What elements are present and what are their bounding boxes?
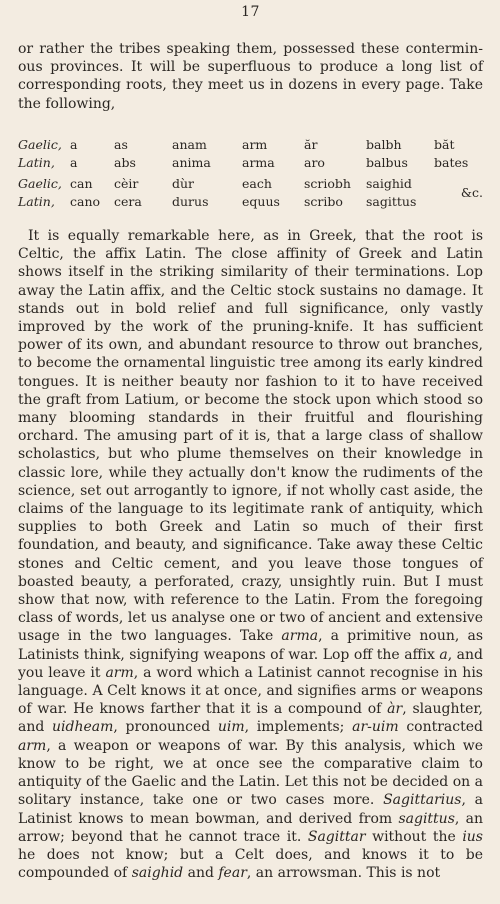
- text-run: , a primitive noun, as Latinists think, signifying weapons of war. Lop off the affix: [18, 628, 483, 663]
- word-cell: equus: [242, 193, 280, 209]
- intro-line: corresponding roots, they meet us in dozens in every page.: [18, 77, 450, 94]
- italic-term: ar-uim: [352, 719, 399, 736]
- word-cell: cera: [114, 193, 142, 209]
- word-cell: arm: [242, 137, 268, 152]
- word-comparison-table: [18, 136, 483, 227]
- word-cell: anima: [172, 154, 211, 170]
- italic-term: arm: [18, 737, 47, 754]
- text-run: It is equally remarkable here, as in Greek, that the root is Celtic, the affix Latin. The close affinity of Greek and Latin shows itself in the striking similarity of their terminations. Lop away the Latin affix, and the Celtic stock sustains no damage. It stands out in bold relief and full significance, only vastly improved by the work of the pruning-knife. It has sufficient power of its own, and abundant resource to throw out branches, to become the ornamental linguistic tree among its early kindred tongues. It is neither beauty nor fashion to it to have received the graft from Latium, or become the stock upon which stood so many blooming standards in their fruitful and flourishing orchard. The amusing part of it is, that a large class of shallow scholastics, but who plume themselves on their knowledge in classic lore, while they actually don't know the rudiments of the science, set out arrogantly to ignore, if not wholly cast aside, the claims of the language to its legitimate rank of antiquity, which supplies to both Greek and Latin so much of their first foundation, and beauty, and significance. Take away these Celtic stones and Celtic cement, and you leave those tongues of boasted beauty, a perforated, crazy, unsightly ruin. But I must show that now, with reference to the Latin. From the foregoing class of words, let us analyse one or two of ancient and extensive usage in the two languages. Take: [18, 228, 483, 645]
- text-run: , and you leave it: [18, 646, 483, 681]
- intro-paragraph: [18, 40, 483, 136]
- word-cell: can: [70, 176, 93, 191]
- italic-term: uim: [217, 719, 245, 736]
- table-row: [18, 193, 483, 211]
- italic-term: Sagittar: [307, 828, 366, 845]
- word-cell: a: [70, 137, 78, 152]
- language-label: Latin,: [18, 193, 55, 209]
- etcetera-mark: &c.: [460, 184, 483, 200]
- text-run: he does not know; but a Celt does, and knows it to be compounded of: [18, 846, 483, 882]
- page-number: 17: [241, 4, 260, 20]
- word-cell: balbh: [366, 137, 402, 152]
- table-row: [18, 175, 483, 193]
- word-cell: saighid: [366, 176, 412, 191]
- text-run: and: [183, 865, 219, 882]
- text-run: , a word which a Latinist cannot recognise in his language. A Celt knows it at once, and signifies arms or weapons of war. He knows farther that it is a compound of: [18, 664, 483, 718]
- italic-term: àr: [387, 701, 403, 718]
- italic-term: sagittus: [398, 810, 455, 827]
- text-run: , slaughter, and: [18, 701, 483, 736]
- word-cell: cèir: [114, 176, 139, 191]
- text-run: , implements;: [244, 719, 353, 736]
- text-run: , a weapon or weapons of war. By this analysis, which we know to be right, we at once see the comparative claim to antiquity of the Gaelic and the Latin. Let this not be decided on a solitary instance, take one or two cases more.: [18, 737, 483, 809]
- italic-term: saighid: [131, 865, 184, 882]
- text-run: , pronounced: [113, 719, 218, 736]
- language-label: Gaelic,: [18, 176, 62, 191]
- word-cell: scribo: [304, 193, 343, 209]
- language-label: Latin,: [18, 154, 55, 170]
- word-cell: as: [114, 137, 128, 152]
- intro-line: ous provinces. It will be superfluous to produce a long list of: [18, 59, 483, 76]
- italic-term: fear: [218, 865, 247, 882]
- italic-term: ius: [462, 828, 483, 845]
- italic-term: a: [439, 646, 448, 663]
- text-run: without the: [365, 828, 463, 845]
- word-cell: bates: [434, 154, 469, 170]
- word-cell: scriobh: [304, 176, 351, 191]
- word-cell: each: [242, 176, 272, 191]
- word-cell: balbus: [366, 154, 408, 170]
- word-cell: cano: [70, 193, 101, 209]
- word-cell: dùr: [172, 176, 195, 191]
- body-paragraph: [18, 227, 483, 887]
- intro-line: or rather the tribes speaking them, possessed these contermin-: [18, 41, 483, 57]
- word-cell: durus: [172, 193, 209, 209]
- italic-term: arm: [105, 664, 134, 681]
- text-run: , an arrow; beyond that he cannot trace it.: [18, 810, 484, 845]
- word-cell: arma: [242, 154, 275, 170]
- word-cell: băt: [434, 137, 455, 152]
- italic-term: arma: [281, 628, 319, 645]
- intro-line: Take the following,: [18, 77, 483, 112]
- table-row: [18, 154, 483, 172]
- text-run: , a Latinist knows to mean bowman, and derived from: [18, 792, 484, 827]
- text-run: contracted: [398, 719, 483, 736]
- language-label: Gaelic,: [18, 137, 62, 152]
- text-run: , an arrowsman. This is not: [246, 865, 441, 882]
- word-cell: abs: [114, 154, 136, 170]
- word-cell: sagittus: [366, 193, 417, 209]
- word-cell: ăr: [304, 137, 318, 152]
- word-cell: anam: [172, 137, 207, 152]
- italic-term: Sagittarius: [383, 792, 462, 809]
- italic-term: uidheam: [52, 719, 114, 736]
- word-cell: aro: [304, 154, 325, 170]
- table-row: [18, 136, 483, 154]
- word-cell: a: [70, 154, 78, 170]
